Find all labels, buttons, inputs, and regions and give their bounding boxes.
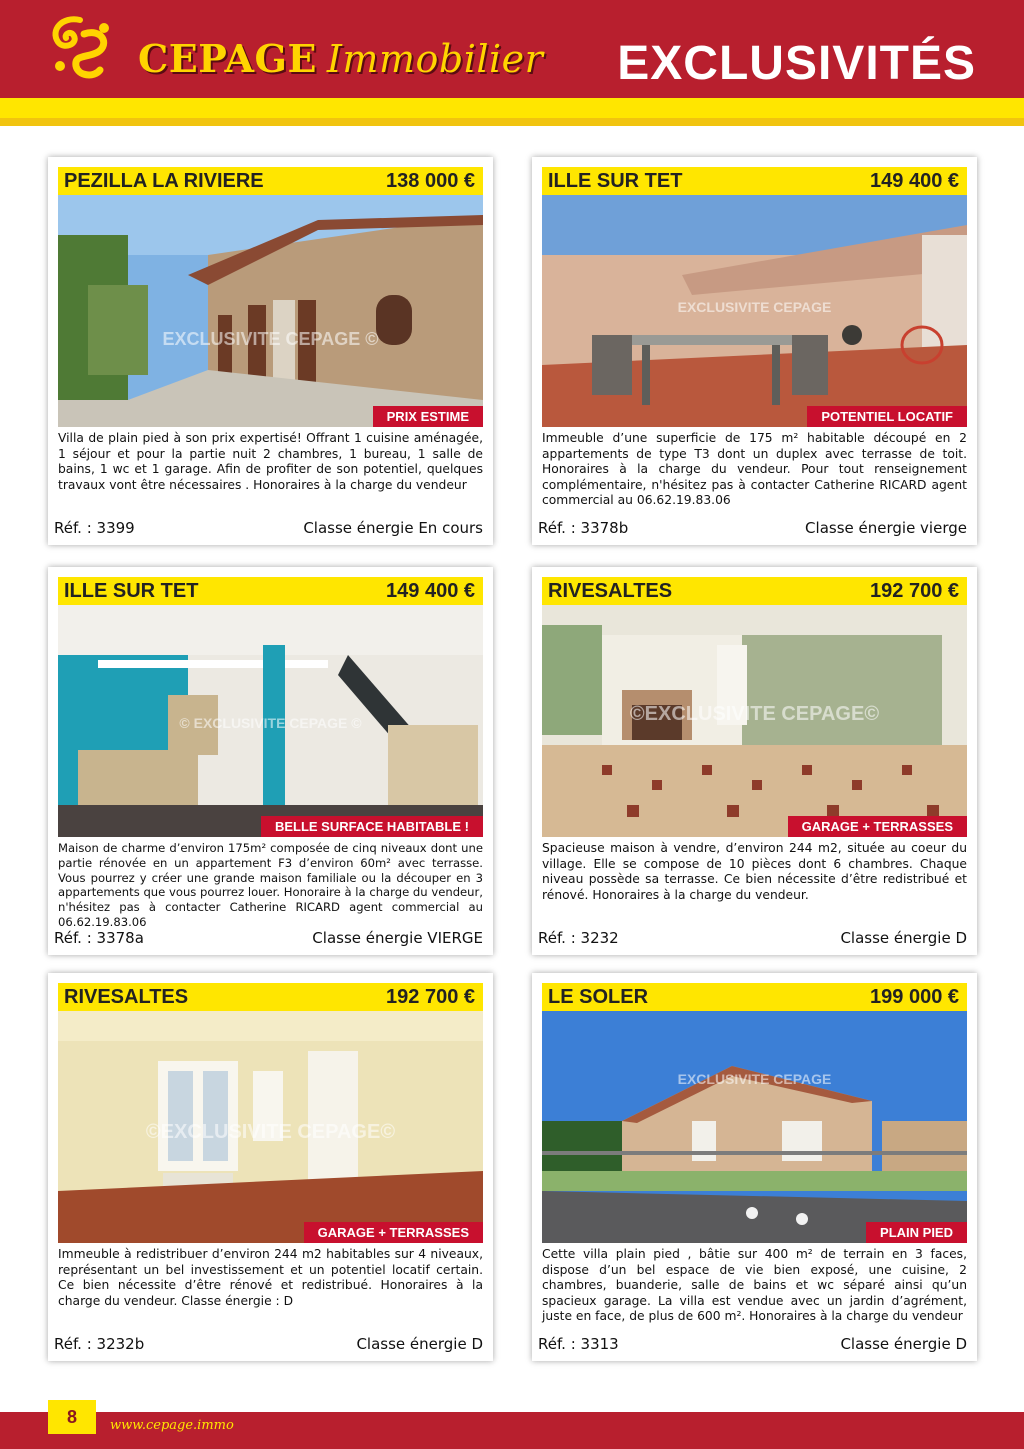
- listing-reference: Réf. : 3232b: [54, 1335, 145, 1353]
- listing-photo: [542, 605, 967, 837]
- listing-description: Spacieuse maison à vendre, d’environ 244 m2, située au coeur du village. Elle se compose de 10 pièces dont 6 chambres. Chaque niveau possède sa terrasse. Ce bien nécessite d’être redistribué et rénové. Honoraires à la charge du vendeur.: [542, 841, 967, 902]
- listing-description: Villa de plain pied à son prix expertisé! Offrant 1 cuisine aménagée, 1 séjour et pour la partie nuit 2 chambres, 1 bureau, 1 salle de bains, 1 wc et 1 garage. Afin de profiter de son potentiel, quelques travaux vont être nécessaires . Honoraires à la charge du vendeur: [58, 431, 483, 492]
- website-link[interactable]: www.cepage.immo: [110, 1418, 234, 1433]
- listing-card[interactable]: [532, 567, 977, 955]
- page-number: 8: [48, 1400, 96, 1434]
- listing-price: 149 400 €: [870, 170, 959, 192]
- listing-badge: PLAIN PIED: [866, 1222, 967, 1243]
- listing-city: RIVESALTES: [548, 580, 673, 602]
- listing-badge: BELLE SURFACE HABITABLE !: [261, 816, 483, 837]
- listing-title-bar: [542, 983, 967, 1011]
- listing-card[interactable]: [48, 157, 493, 545]
- listing-title-bar: [58, 983, 483, 1011]
- listing-description: Immeuble d’une superficie de 175 m² habitable découpé en 2 appartements de type T3 dont un duplex avec terrasse de toit. Honoraires à la charge du vendeur. Pour tout renseignement complémentaire, n'hésitez pas à contacter Catherine RICARD agent commercial au 06.62.19.83.06: [542, 431, 967, 507]
- listing-reference: Réf. : 3313: [538, 1335, 619, 1353]
- listing-city: LE SOLER: [548, 986, 649, 1008]
- listing-energy-class: Classe énergie VIERGE: [312, 929, 483, 947]
- listing-badge: GARAGE + TERRASSES: [304, 1222, 483, 1243]
- listing-title-bar: [542, 577, 967, 605]
- listing-photo: [58, 195, 483, 427]
- listing-description: Maison de charme d’environ 175m² composée de cinq niveaux dont une partie rénovée en un appartement F3 d’environ 60m² avec terrasse. Vous pourrez y créer une grande maison familiale ou la découper en 3 appartements que vous pourrez louer. Honoraire à la charge du vendeur, n'hésitez pas à contacter Catherine RICARD agent commercial au 06.62.19.83.06: [58, 841, 483, 929]
- brand-main: CEPAGE: [138, 36, 317, 81]
- listing-description: Immeuble à redistribuer d’environ 244 m2 habitables sur 4 niveaux, représentant un bel investissement et un potentiel locatif certain. Ce bien nécessite d’être rénové et redistribué. Honoraires à la charge du vendeur. Classe énergie : D: [58, 1247, 483, 1308]
- listing-title-bar: [542, 167, 967, 195]
- listing-card[interactable]: [532, 157, 977, 545]
- section-title: EXCLUSIVITÉS: [617, 37, 976, 90]
- photo-watermark: EXCLUSIVITE CEPAGE ©: [162, 329, 379, 349]
- listing-description: Cette villa plain pied , bâtie sur 400 m² de terrain en 3 faces, dispose d’un bel espace de vie bien exposé, une cuisine, 2 chambres, buanderie, salle de bains et wc séparé ainsi qu’un spacieux garage. La villa est vendue avec un jardin d’agrément, juste en face, de plus de 600 m². Honoraires à la charge du vendeur: [542, 1247, 967, 1323]
- listing-card[interactable]: [48, 567, 493, 955]
- listing-city: ILLE SUR TET: [548, 170, 683, 192]
- listing-price: 192 700 €: [386, 986, 475, 1008]
- photo-watermark: EXCLUSIVITE CEPAGE: [677, 1071, 832, 1087]
- listing-energy-class: Classe énergie D: [840, 929, 967, 947]
- listing-photo: [58, 605, 483, 837]
- listing-photo: [58, 1011, 483, 1243]
- listing-title-bar: [58, 577, 483, 605]
- photo-watermark: EXCLUSIVITE CEPAGE: [677, 299, 832, 315]
- listing-city: PEZILLA LA RIVIERE: [64, 170, 264, 192]
- listing-reference: Réf. : 3399: [54, 519, 135, 537]
- listing-photo: [542, 1011, 967, 1243]
- listing-city: ILLE SUR TET: [64, 580, 199, 602]
- listing-energy-class: Classe énergie D: [840, 1335, 967, 1353]
- listing-price: 149 400 €: [386, 580, 475, 602]
- listing-title-bar: [58, 167, 483, 195]
- listing-energy-class: Classe énergie vierge: [805, 519, 967, 537]
- photo-watermark: © EXCLUSIVITE CEPAGE ©: [179, 715, 362, 731]
- listing-badge: PRIX ESTIME: [373, 406, 483, 427]
- photo-watermark: ©EXCLUSIVITE CEPAGE©: [629, 703, 880, 725]
- grape-logo-icon: [44, 14, 116, 84]
- listing-reference: Réf. : 3378b: [538, 519, 629, 537]
- brand-script: Immobilier: [326, 37, 544, 81]
- photo-watermark: ©EXCLUSIVITE CEPAGE©: [145, 1121, 396, 1143]
- listing-badge: GARAGE + TERRASSES: [788, 816, 967, 837]
- listing-city: RIVESALTES: [64, 986, 189, 1008]
- listing-badge: POTENTIEL LOCATIF: [807, 406, 967, 427]
- listing-reference: Réf. : 3378a: [54, 929, 144, 947]
- brand-name: [138, 36, 543, 81]
- listing-energy-class: Classe énergie En cours: [303, 519, 483, 537]
- header-stripe-accent: [0, 118, 1024, 126]
- listing-energy-class: Classe énergie D: [356, 1335, 483, 1353]
- listing-card[interactable]: [48, 973, 493, 1361]
- listing-card[interactable]: [532, 973, 977, 1361]
- listing-photo: [542, 195, 967, 427]
- listing-price: 138 000 €: [386, 170, 475, 192]
- listing-price: 199 000 €: [870, 986, 959, 1008]
- listing-price: 192 700 €: [870, 580, 959, 602]
- listing-reference: Réf. : 3232: [538, 929, 619, 947]
